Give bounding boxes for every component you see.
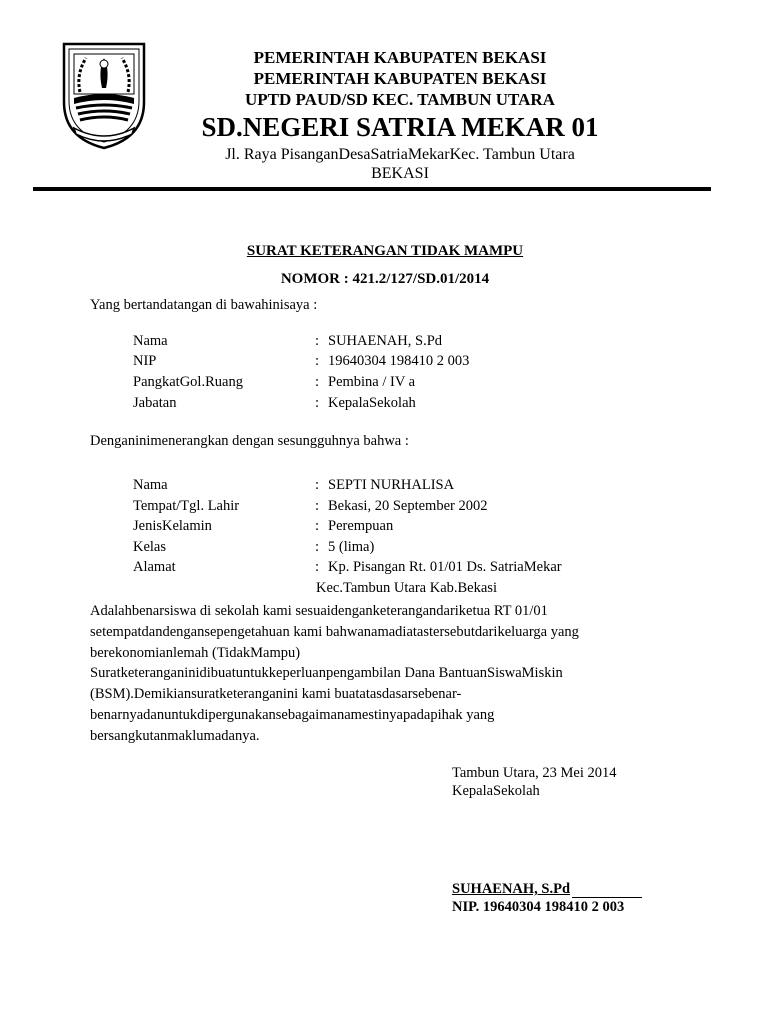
signer-field-rank (0, 374, 700, 394)
header-government-line-2: PEMERINTAH KABUPATEN BEKASI (253, 69, 547, 88)
field-label: PangkatGol.Ruang (133, 374, 243, 390)
field-value: SEPTI NURHALISA (328, 477, 455, 493)
header-divider (33, 187, 711, 191)
address-line-1: Jl. Raya PisanganDesaSatriaMekarKec. Tambun Utara (225, 146, 575, 163)
field-value: Perempuan (328, 518, 394, 534)
student-address-continuation (0, 580, 700, 600)
field-value: KepalaSekolah (328, 395, 416, 411)
field-label: Tempat/Tgl. Lahir (133, 498, 240, 514)
school-address (190, 145, 610, 183)
address-line-2: BEKASI (371, 165, 429, 182)
header-government-line-1: PEMERINTAH KABUPATEN BEKASI (253, 48, 547, 67)
field-label: Jabatan (133, 395, 177, 411)
field-label: Nama (133, 477, 168, 493)
field-colon: : (315, 518, 320, 534)
letter-number: NOMOR : 421.2/127/SD.01/2014 (280, 271, 490, 287)
student-field-class (0, 539, 700, 559)
body-line: Adalahbenarsiswa di sekolah kami sesuaidenganketerangandariketua RT 01/01 (90, 603, 548, 619)
body-line: bersangkutanmaklumadanya. (90, 727, 260, 744)
student-field-address (0, 559, 700, 579)
field-value: Kp. Pisangan Rt. 01/01 Ds. SatriaMekar (328, 559, 562, 575)
field-label: Alamat (133, 559, 176, 575)
signer-field-position (0, 395, 700, 415)
body-line: berekonomianlemah (TidakMampu) (90, 644, 301, 661)
body-paragraph (90, 601, 650, 747)
letter-title: SURAT KETERANGAN TIDAK MAMPU (246, 243, 524, 259)
field-colon: : (315, 353, 320, 369)
signature-nip: NIP. 19640304 198410 2 003 (452, 899, 625, 915)
field-value: Bekasi, 20 September 2002 (328, 498, 488, 514)
field-value: Pembina / IV a (328, 374, 416, 390)
field-colon: : (315, 395, 320, 411)
field-value: Kec.Tambun Utara Kab.Bekasi (316, 580, 497, 596)
body-line: (BSM).Demikiansuratketeranganini kami buatatasdasarsebenar- (90, 686, 462, 703)
field-colon: : (315, 539, 320, 555)
signature-name: SUHAENAH, S.Pd (452, 881, 571, 897)
signature-place-date: Tambun Utara, 23 Mei 2014 (452, 765, 617, 781)
statement-text: Denganinimenerangkan dengan sesungguhnya bahwa : (90, 433, 409, 449)
student-field-gender (0, 518, 700, 538)
intro-text: Yang bertandatangan di bawahinisaya : (90, 297, 318, 313)
kabupaten-bekasi-crest-logo (60, 40, 148, 152)
signature-position: KepalaSekolah (452, 783, 540, 799)
field-label: JenisKelamin (133, 518, 212, 534)
field-colon: : (315, 477, 320, 493)
field-label: Nama (133, 333, 168, 349)
field-colon: : (315, 559, 320, 575)
body-line: setempatdandengansepengetahuan kami bahwanamadiatastersebutdarikeluarga yang (90, 623, 579, 640)
signer-field-nip (0, 353, 700, 373)
field-value: SUHAENAH, S.Pd (328, 333, 443, 349)
student-field-name (0, 477, 700, 497)
signer-field-name (0, 333, 700, 353)
field-value: 5 (lima) (328, 539, 375, 555)
signature-underline (572, 884, 642, 898)
field-label: Kelas (133, 539, 167, 555)
student-field-birth (0, 498, 700, 518)
header-uptd-line: UPTD PAUD/SD KEC. TAMBUN UTARA (245, 90, 555, 109)
signature-name-line (452, 881, 642, 898)
field-value: 19640304 198410 2 003 (328, 353, 470, 369)
field-colon: : (315, 374, 320, 390)
body-line: benarnyadanuntukdipergunakansebagaimanamestinyapadapihak yang (90, 706, 495, 723)
field-label: NIP (133, 353, 157, 369)
field-colon: : (315, 333, 320, 349)
school-name: SD.NEGERI SATRIA MEKAR 01 (201, 112, 599, 142)
body-line: Suratketeranganinidibuatuntukkeperluanpengambilan Dana BantuanSiswaMiskin (90, 665, 563, 682)
field-colon: : (315, 498, 320, 514)
